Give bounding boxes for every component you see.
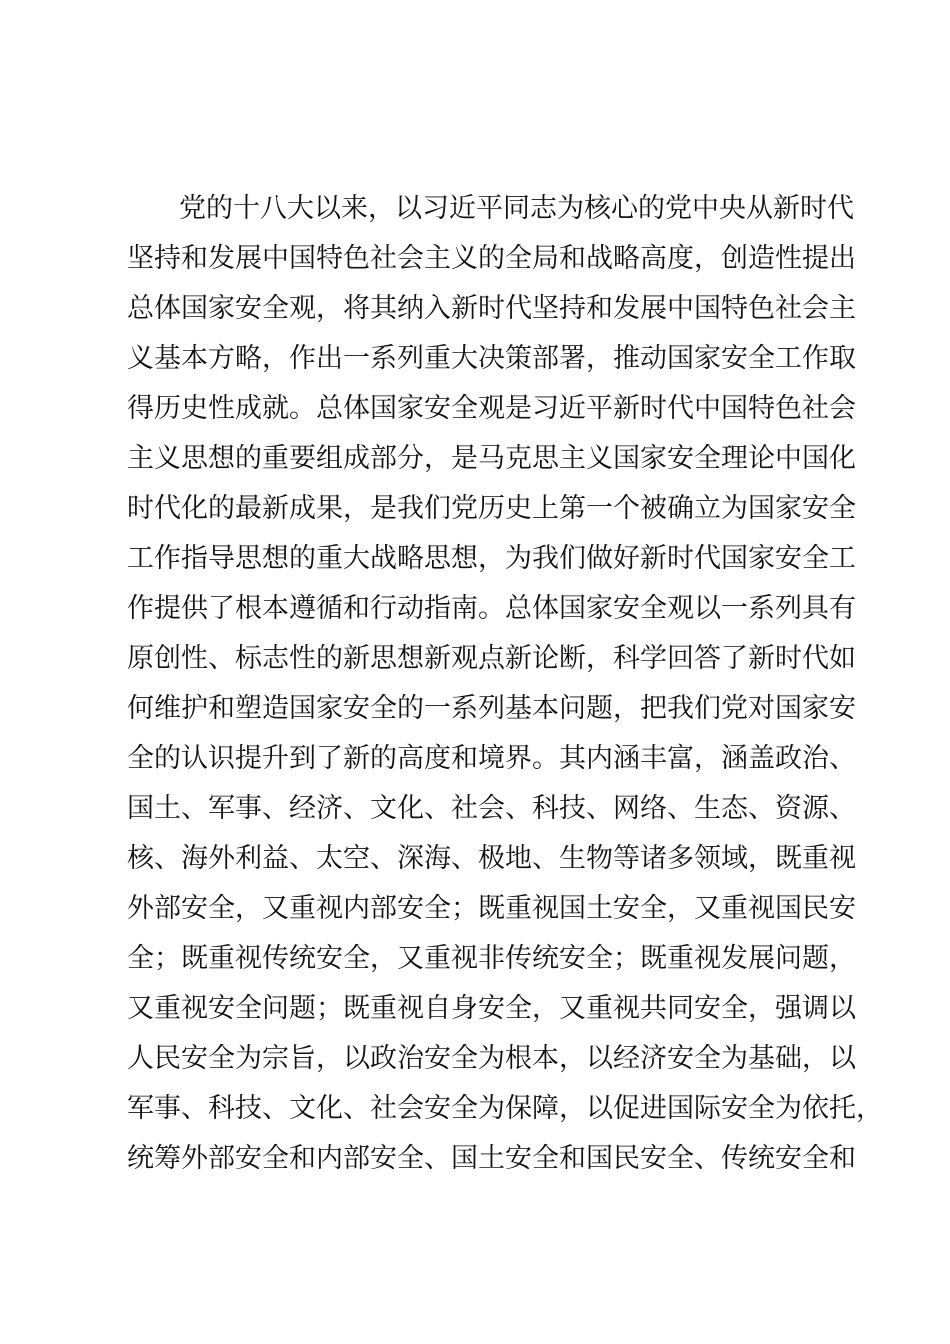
paragraph-line: 时代化的最新成果，是我们党历史上第一个被确立为国家安全 — [127, 493, 856, 524]
paragraph-line: 全的认识提升到了新的高度和境界。其内涵丰富，涵盖政治、 — [127, 743, 856, 774]
paragraph-line: 统筹外部安全和内部安全、国土安全和国民安全、传统安全和 — [127, 1143, 856, 1174]
paragraph-line: 军事、科技、文化、社会安全为保障，以促进国际安全为依托， — [127, 1093, 883, 1124]
paragraph-line: 何维护和塑造国家安全的一系列基本问题，把我们党对国家安 — [127, 693, 856, 724]
paragraph-line: 作提供了根本遵循和行动指南。总体国家安全观以一系列具有 — [127, 593, 856, 624]
paragraph-line: 人民安全为宗旨，以政治安全为根本，以经济安全为基础，以 — [127, 1043, 856, 1074]
paragraph-line: 全；既重视传统安全，又重视非传统安全；既重视发展问题， — [127, 943, 856, 974]
paragraph-line: 党的十八大以来，以习近平同志为核心的党中央从新时代 — [179, 193, 854, 224]
paragraph-line: 坚持和发展中国特色社会主义的全局和战略高度，创造性提出 — [127, 243, 856, 274]
paragraph-line: 原创性、标志性的新思想新观点新论断，科学回答了新时代如 — [127, 643, 856, 674]
paragraph-line: 主义思想的重要组成部分，是马克思主义国家安全理论中国化 — [127, 443, 856, 474]
paragraph-line: 义基本方略，作出一系列重大决策部署，推动国家安全工作取 — [127, 343, 856, 374]
paragraph-line: 又重视安全问题；既重视自身安全，又重视共同安全，强调以 — [127, 993, 856, 1024]
paragraph-line: 核、海外利益、太空、深海、极地、生物等诸多领域，既重视 — [127, 843, 856, 874]
paragraph-line: 外部安全，又重视内部安全；既重视国土安全，又重视国民安 — [127, 893, 856, 924]
paragraph-line: 得历史性成就。总体国家安全观是习近平新时代中国特色社会 — [127, 393, 856, 424]
body-paragraph — [127, 184, 883, 1184]
paragraph-line: 国土、军事、经济、文化、社会、科技、网络、生态、资源、 — [127, 793, 856, 824]
paragraph-line: 总体国家安全观，将其纳入新时代坚持和发展中国特色社会主 — [127, 293, 856, 324]
paragraph-line: 工作指导思想的重大战略思想，为我们做好新时代国家安全工 — [127, 543, 856, 574]
